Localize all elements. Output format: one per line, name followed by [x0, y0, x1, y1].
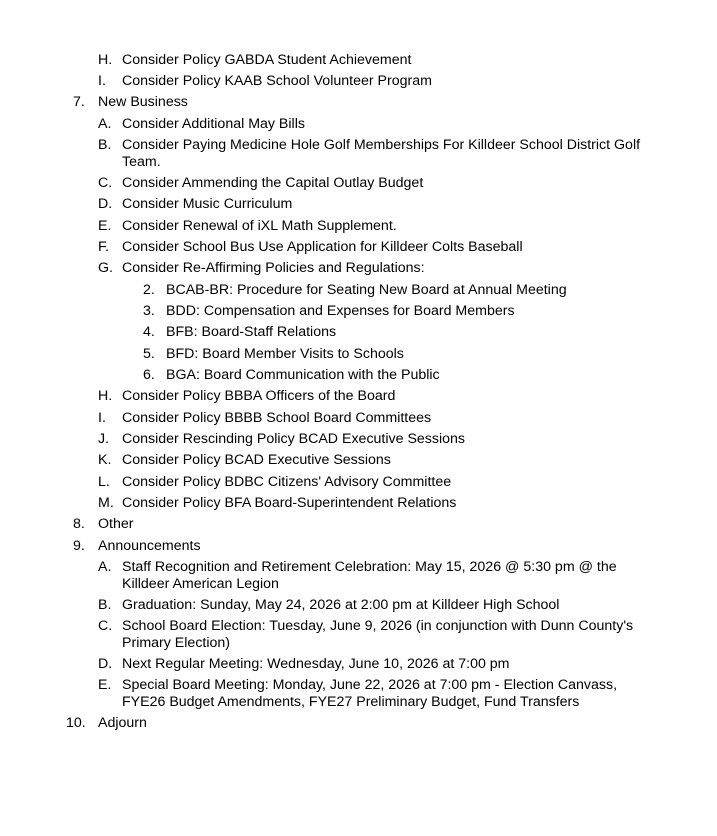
item-text: Consider Paying Medicine Hole Golf Memberships For Killdeer School District Golf	[122, 137, 641, 153]
section-number: 10.	[66, 715, 86, 731]
item-marker: 4.	[143, 324, 155, 340]
item-marker: A.	[98, 559, 112, 575]
item-marker: A.	[98, 116, 112, 132]
section-title: Other	[98, 516, 134, 532]
item-text: BGA: Board Communication with the Public	[166, 367, 440, 383]
item-text: Consider Re-Affirming Policies and Regulations:	[122, 260, 425, 276]
item-text: BCAB-BR: Procedure for Seating New Board at Annual Meeting	[166, 282, 567, 298]
item-text: Staff Recognition and Retirement Celebration: May 15, 2026 @ 5:30 pm @ the	[122, 559, 617, 575]
item-marker: J.	[98, 431, 110, 447]
item-text: Consider Additional May Bills	[122, 116, 305, 132]
item-text: Consider Policy BCAD Executive Sessions	[122, 452, 391, 468]
item-text: Consider School Bus Use Application for Killdeer Colts Baseball	[122, 239, 523, 255]
item-text: Consider Policy KAAB School Volunteer Program	[122, 73, 432, 89]
item-text: BDD: Compensation and Expenses for Board Members	[166, 303, 515, 319]
item-marker: G.	[98, 260, 113, 276]
item-marker: B.	[98, 137, 112, 153]
item-text: Graduation: Sunday, May 24, 2026 at 2:00 pm at Killdeer High School	[122, 597, 560, 613]
item-text: Consider Policy BBBB School Board Committees	[122, 410, 432, 426]
item-text: School Board Election: Tuesday, June 9, 2026 (in conjunction with Dunn County's	[122, 618, 634, 634]
item-marker: M.	[98, 495, 114, 511]
item-marker: C.	[98, 618, 113, 634]
item-marker: H.	[98, 52, 113, 68]
item-text: Consider Rescinding Policy BCAD Executive Sessions	[122, 431, 466, 447]
item-marker: I.	[98, 73, 106, 89]
item-text: Consider Ammending the Capital Outlay Budget	[122, 175, 424, 191]
item-marker: 3.	[143, 303, 155, 319]
item-marker: 6.	[143, 367, 155, 383]
item-text: Primary Election)	[122, 635, 231, 651]
item-text: Special Board Meeting: Monday, June 22, 2026 at 7:00 pm - Election Canvass,	[122, 677, 618, 693]
item-marker: E.	[98, 677, 112, 693]
item-text: Consider Policy BFA Board-Superintendent Relations	[122, 495, 457, 511]
section-number: 9.	[73, 538, 85, 554]
item-marker: H.	[98, 388, 113, 404]
item-text: Consider Policy BBBA Officers of the Board	[122, 388, 396, 404]
item-marker: K.	[98, 452, 112, 468]
item-marker: D.	[98, 196, 113, 212]
item-marker: I.	[98, 410, 106, 426]
item-marker: 5.	[143, 346, 155, 362]
item-text: Consider Policy BDBC Citizens' Advisory Committee	[122, 474, 452, 490]
item-text: Consider Policy GABDA Student Achievement	[122, 52, 412, 68]
section-title: New Business	[98, 94, 188, 110]
section-number: 7.	[73, 94, 85, 110]
item-marker: D.	[98, 656, 113, 672]
item-text: Killdeer American Legion	[122, 576, 279, 592]
item-marker: F.	[98, 239, 110, 255]
item-text: BFD: Board Member Visits to Schools	[166, 346, 404, 362]
item-marker: B.	[98, 597, 112, 613]
item-text: Consider Renewal of iXL Math Supplement.	[122, 218, 397, 234]
item-marker: C.	[98, 175, 113, 191]
item-marker: E.	[98, 218, 112, 234]
item-text: FYE26 Budget Amendments, FYE27 Preliminary Budget, Fund Transfers	[122, 694, 580, 710]
item-text: Team.	[122, 154, 161, 170]
item-marker: 2.	[143, 282, 155, 298]
item-marker: L.	[98, 474, 110, 490]
item-text: Consider Music Curriculum	[122, 196, 293, 212]
section-title: Adjourn	[98, 715, 147, 731]
section-title: Announcements	[98, 538, 201, 554]
item-text: Next Regular Meeting: Wednesday, June 10, 2026 at 7:00 pm	[122, 656, 510, 672]
section-number: 8.	[73, 516, 85, 532]
item-text: BFB: Board-Staff Relations	[166, 324, 337, 340]
